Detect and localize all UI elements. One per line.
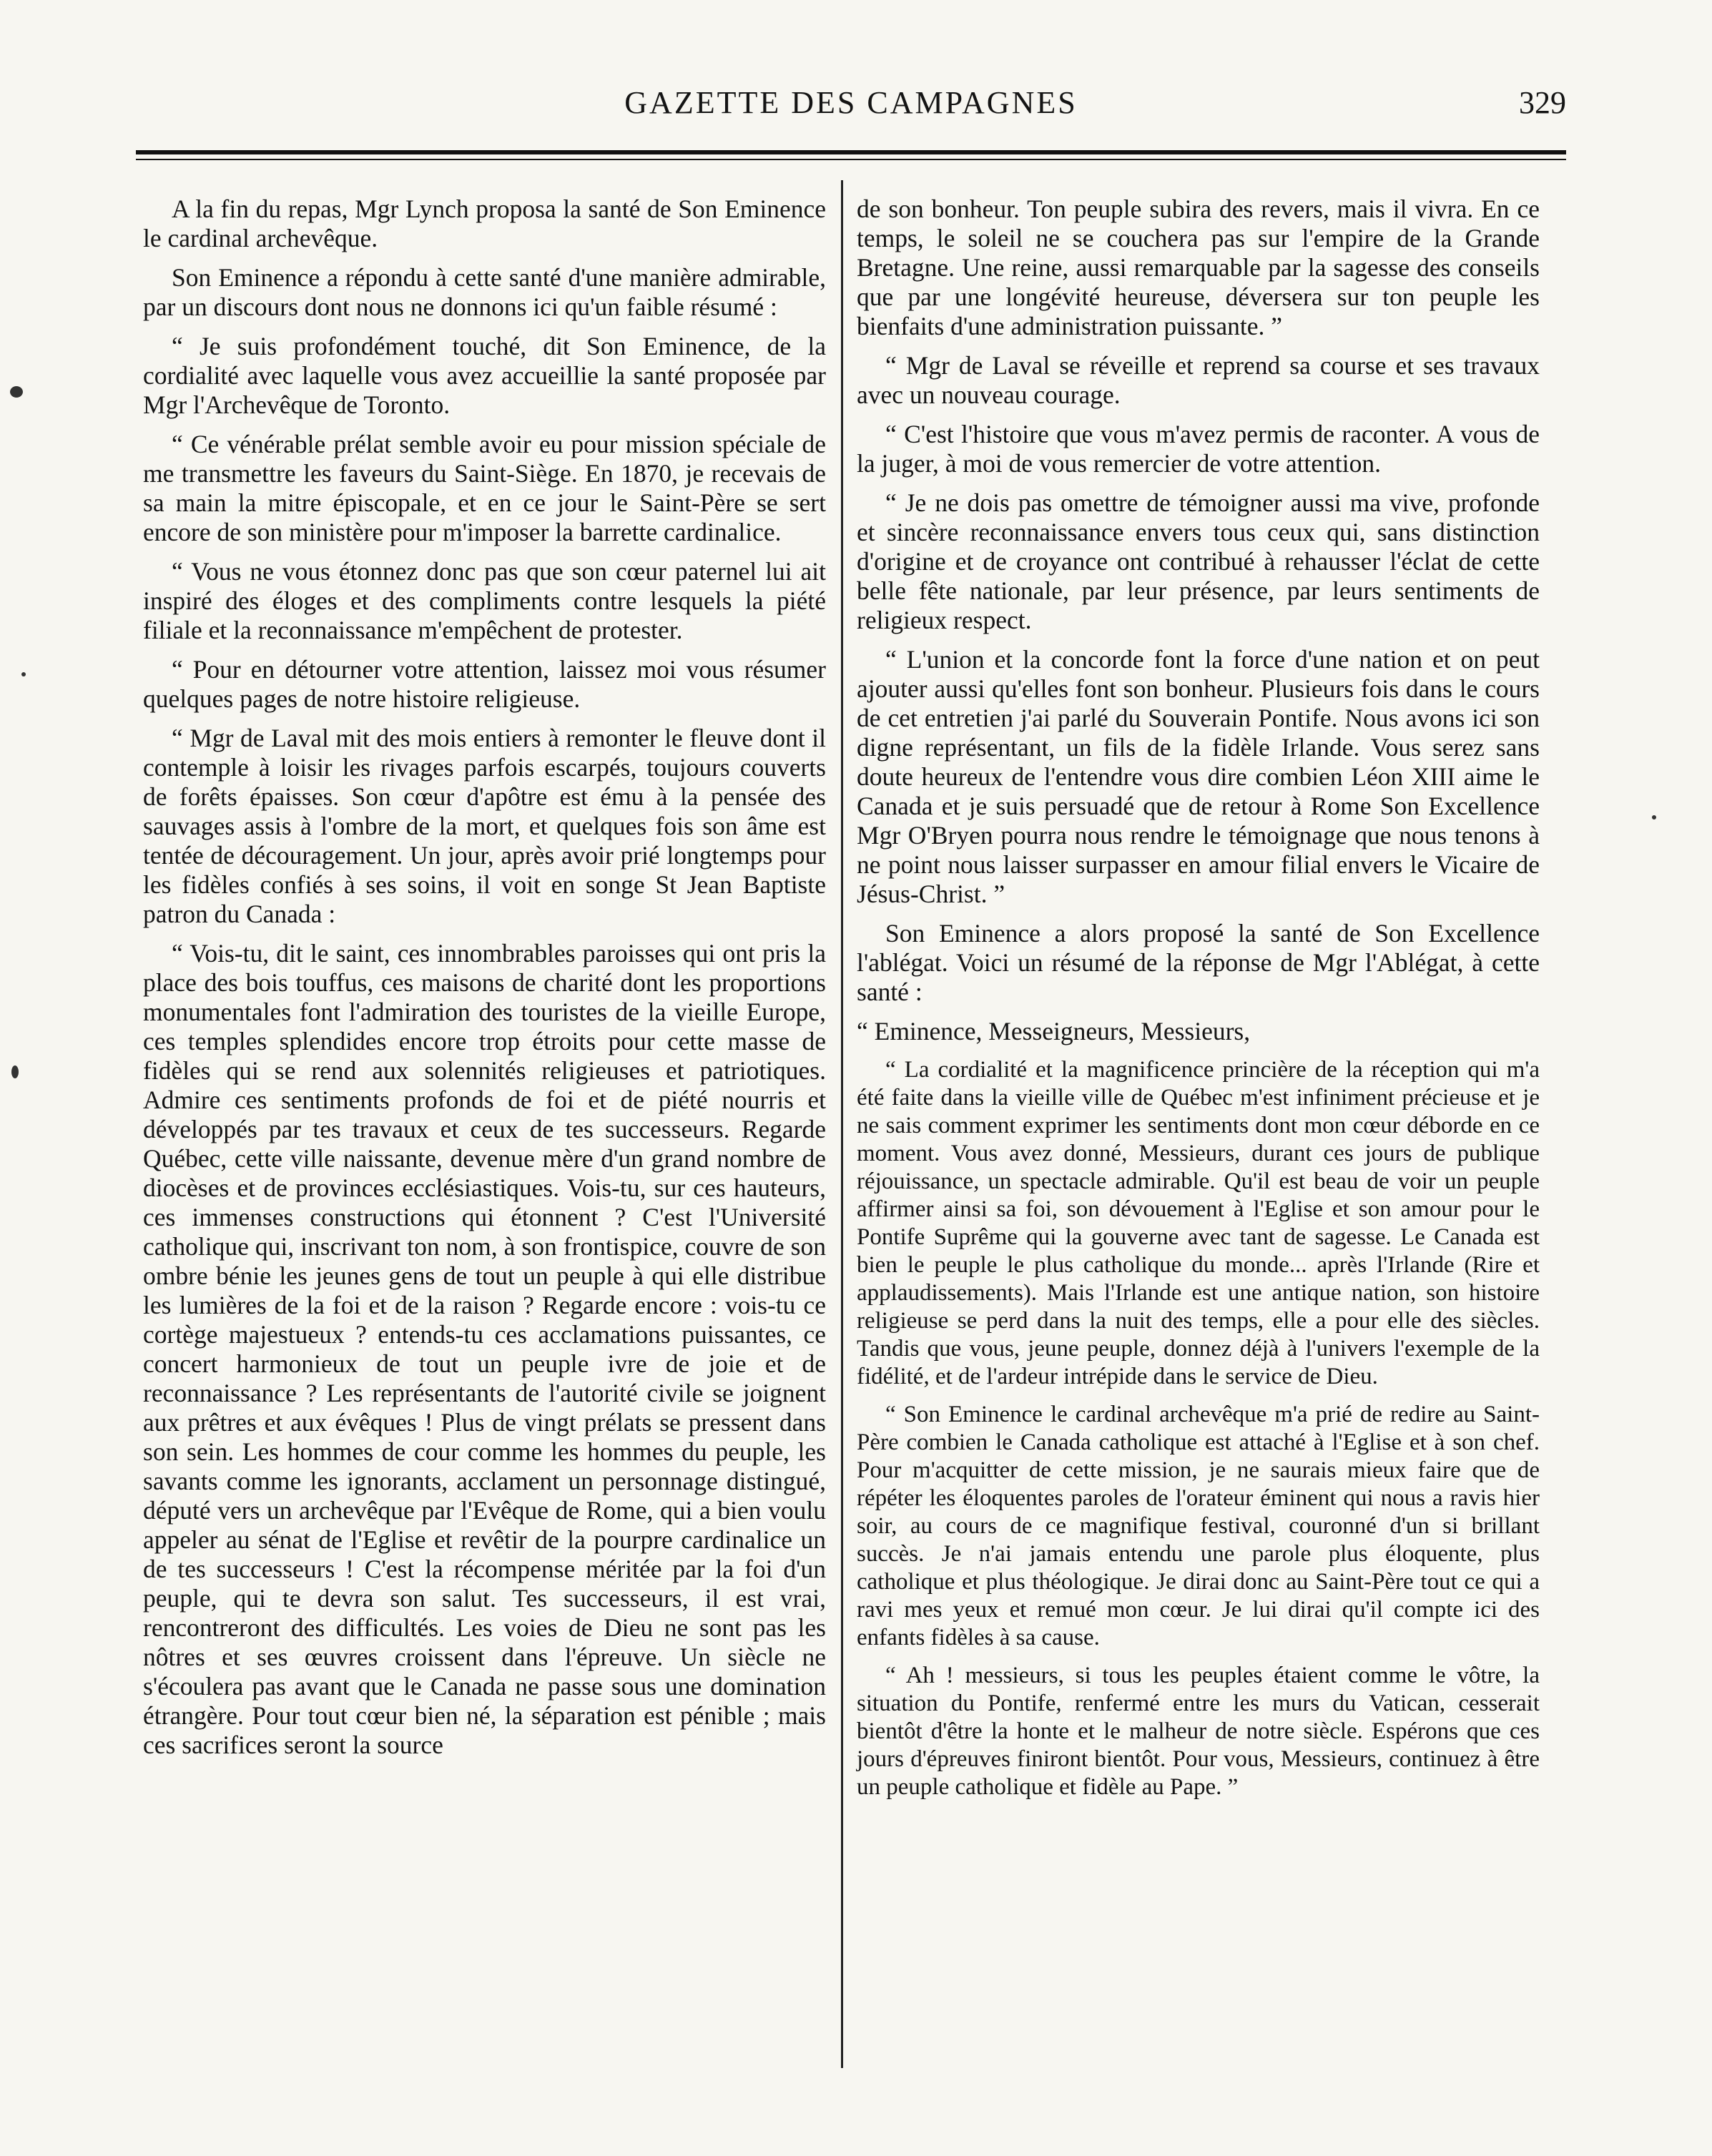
column-divider — [841, 180, 843, 2068]
page-header — [136, 84, 1566, 127]
paragraph: “ Pour en détourner votre attention, laissez moi vous résumer quelques pages de notre histoire religieuse. — [143, 655, 826, 713]
left-column — [143, 195, 826, 1770]
paragraph: Son Eminence a répondu à cette santé d'une manière admirable, par un discours dont nous ne donnons ici qu'un faible résumé : — [143, 263, 826, 321]
paragraph: “ Ah ! messieurs, si tous les peuples étaient comme le vôtre, la situation du Pontife, renfermé entre les murs du Vatican, cesserait bientôt d'être la honte et le malheur de notre siècle. Espérons que ces jours d'épreuves finiront bientôt. Pour vous, Messieurs, continuez à être un peuple catholique et fidèle au Pape. ” — [857, 1663, 1540, 1800]
paragraph: de son bonheur. Ton peuple subira des revers, mais il vivra. En ce temps, le soleil ne se couchera pas sur l'empire de la Grande Bretagne. Une reine, aussi remarquable par la sagesse des conseils que par une longévité heureuse, déversera sur ton peuple les bienfaits d'une administration puissante. ” — [857, 195, 1540, 340]
paragraph: “ La cordialité et la magnificence princière de la réception qui m'a été faite dans la vieille ville de Québec m'est infiniment précieuse et je ne sais comment exprimer les sentiments dont mon cœur déborde en ce moment. Vous avez donné, Messieurs, durant ces jours de publique réjouissance, un spectacle admirable. Qu'il est beau de voir un peuple affirmer ainsi sa foi, son dévouement à l'Eglise et son amour pour le Pontife Suprême qui la gouverne avec tant de sagesse. Le Canada est bien le peuple le plus catholique du monde... après l'Irlande (Rire et applaudissements). Mais l'Irlande est une antique nation, son histoire religieuse se perd dans la nuit des temps, elle a pour elle des siècles. Tandis que vous, jeune peuple, donnez déjà à l'univers l'exemple de la fidélité, et de l'ardeur intrépide dans le service de Dieu. — [857, 1057, 1540, 1389]
margin-speck — [10, 386, 23, 398]
salutation: “ Eminence, Messeigneurs, Messieurs, — [857, 1017, 1251, 1045]
publication-title: GAZETTE DES CAMPAGNES — [624, 85, 1078, 120]
paragraph: A la fin du repas, Mgr Lynch proposa la santé de Son Eminence le cardinal archevêque. — [143, 195, 826, 252]
paragraph: Son Eminence a alors proposé la santé de Son Excellence l'ablégat. Voici un résumé de la réponse de Mgr l'Ablégat, à cette santé : — [857, 919, 1540, 1006]
paragraph: “ Vois-tu, dit le saint, ces innombrables paroisses qui ont pris la place des bois touffus, ces maisons de charité dont les proportions monumentales font l'admiration des touristes de la vieille Europe, ces temples splendides encore trop étroits pour cette masse de fidèles qui se rend aux solennités religieuses et patriotiques. Admire ces sentiments profonds de foi et de piété nourris et développés par tes travaux et ceux de tes successeurs. Regarde Québec, cette ville naissante, devenue mère d'un grand nombre de diocèses et de provinces ecclésiastiques. Vois-tu, sur ces hauteurs, ces immenses constructions qui étonnent ? C'est l'Université catholique qui, inscrivant ton nom, à son frontispice, couvre de son ombre bénie les jeunes gens de tout un peuple à qui elle distribue les lumières de la foi et de la raison ? Regarde encore : vois-tu ce cortège majestueux ? entends-tu ces acclamations puissantes, ce concert harmonieux de tout un peuple ivre de joie et de reconnaissance ? Les représentants de l'autorité civile se joignent aux prêtres et aux évêques ! Plus de vingt prélats se pressent dans son sein. Les hommes de cour comme les hommes du peuple, les savants comme les ignorants, acclament un personnage distingué, député vers un archevêque par l'Evêque de Rome, qui a bien voulu appeler au sénat de l'Eglise et revêtir de la pourpre cardinalice un de tes successeurs ! C'est la récompense méritée par la foi d'un peuple, qui te devra son salut. Tes successeurs, il est vrai, rencontreront des difficultés. Les voies de Dieu ne sont pas les nôtres et ses œuvres croissent dans l'épreuve. Un siècle ne s'écoulera pas avant que le Canada ne passe sous une domination étrangère. Pour tout cœur bien né, la séparation est pénible ; mais ces sacrifices seront la source — [143, 939, 826, 1759]
right-column — [857, 195, 1540, 1811]
header-rule-thin — [136, 159, 1566, 160]
margin-speck — [1652, 815, 1656, 819]
paragraph: “ Vous ne vous étonnez donc pas que son cœur paternel lui ait inspiré des éloges et des compliments contre lesquels la piété filiale et la reconnaissance m'empêchent de protester. — [143, 557, 826, 644]
paragraph: “ Je suis profondément touché, dit Son Eminence, de la cordialité avec laquelle vous avez accueillie la santé proposée par Mgr l'Archevêque de Toronto. — [143, 332, 826, 419]
header-rule-thick — [136, 150, 1566, 154]
paragraph: “ Son Eminence le cardinal archevêque m'a prié de redire au Saint-Père combien le Canada catholique est attaché à l'Eglise et à son chef. Pour m'acquitter de cette mission, je ne saurais mieux faire que de répéter les éloquentes paroles de l'orateur éminent qui nous a ravis hier soir, au cours de ce magnifique festival, couronné d'un si brillant succès. Je n'ai jamais entendu une parole plus éloquente, plus catholique et plus théologique. Je dirai donc au Saint-Père tout ce qui a ravi mes yeux et remué mon cœur. Je lui dirai qu'il compte ici des enfants fidèles à sa cause. — [857, 1402, 1540, 1650]
paragraph: “ C'est l'histoire que vous m'avez permis de raconter. A vous de la juger, à moi de vous remercier de votre attention. — [857, 420, 1540, 478]
page-number: 329 — [1519, 85, 1566, 120]
margin-speck — [11, 1065, 19, 1078]
paragraph: “ Mgr de Laval se réveille et reprend sa course et ses travaux avec un nouveau courage. — [857, 351, 1540, 409]
paragraph: “ Mgr de Laval mit des mois entiers à remonter le fleuve dont il contemple à loisir les rivages parfois escarpés, toujours couverts de forêts épaisses. Son cœur d'apôtre est ému à la pensée des sauvages assis à l'ombre de la mort, et quelques fois son âme est tentée de découragement. Un jour, après avoir prié longtemps pour les fidèles confiés à ses soins, il voit en songe St Jean Baptiste patron du Canada : — [143, 724, 826, 928]
paragraph: “ Je ne dois pas omettre de témoigner aussi ma vive, profonde et sincère reconnaissance envers tous ceux qui, sans distinction d'origine et de croyance ont contribué à rehausser l'éclat de cette belle fête nationale, par leur présence, par leurs sentiments de religieux respect. — [857, 488, 1540, 634]
paragraph: “ Ce vénérable prélat semble avoir eu pour mission spéciale de me transmettre les faveurs du Saint-Siège. En 1870, je recevais de sa main la mitre épiscopale, et en ce jour le Saint-Père se sert encore de son ministère pour m'imposer la barrette cardinalice. — [143, 430, 826, 546]
paragraph: “ L'union et la concorde font la force d'une nation et on peut ajouter aussi qu'elles font son bonheur. Plusieurs fois dans le cours de cet entretien j'ai parlé du Souverain Pontife. Nous avons ici son digne représentant, un fils de la fidèle Irlande. Vous serez sans doute heureux de l'entendre vous dire combien Léon XIII aime le Canada et je suis persuadé que de retour à Rome Son Excellence Mgr O'Bryen pourra nous rendre le témoignage que nous tenons à ne point nous laisser surpasser en amour filial envers le Vicaire de Jésus-Christ. ” — [857, 645, 1540, 908]
margin-speck — [21, 672, 26, 676]
